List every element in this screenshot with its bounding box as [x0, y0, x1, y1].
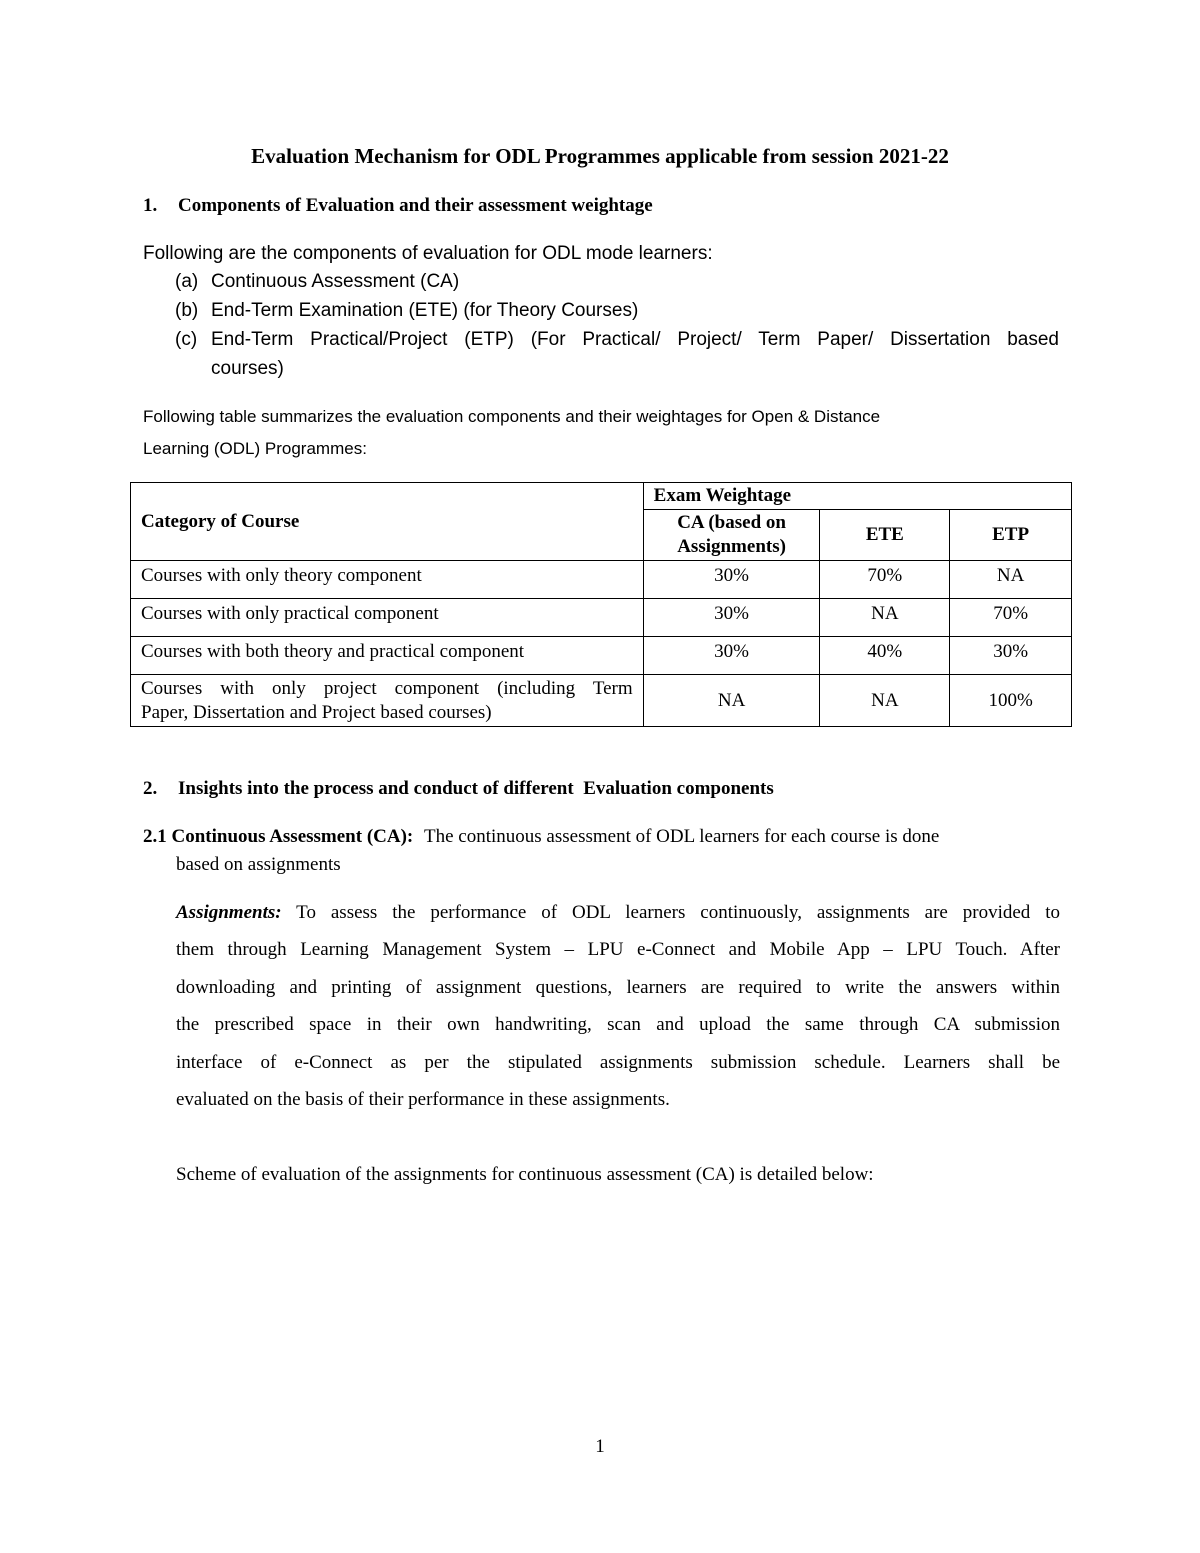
page-number: 1: [595, 1436, 605, 1457]
category-cell: [131, 675, 644, 727]
list-text: End-Term Examination (ETE) (for Theory Courses): [211, 300, 639, 321]
list-text: End-Term Practical/Project (ETP) (For Practical/ Project/ Term Paper/ Dissertation based: [211, 329, 1059, 350]
list-item: [175, 299, 639, 323]
assignments-line-5: interface of e-Connect as per the stipulated assignments submission schedule. Learners shall be: [176, 1052, 1060, 1073]
category-cell-line-2: Paper, Dissertation and Project based courses): [141, 701, 492, 723]
subsection-2-1-heading: Continuous Assessment (CA):: [171, 826, 414, 847]
etp-cell: 70%: [950, 599, 1072, 637]
ca-cell: 30%: [643, 561, 820, 599]
scheme-text: Scheme of evaluation of the assignments for continuous assessment (CA) is detailed below:: [176, 1164, 874, 1185]
section-1-intro: Following are the components of evaluation for ODL mode learners:: [143, 243, 713, 264]
etp-cell: 100%: [950, 675, 1072, 727]
assignments-line-2: them through Learning Management System – LPU e-Connect and Mobile App – LPU Touch. After: [176, 939, 1060, 960]
ete-cell: NA: [820, 675, 950, 727]
evaluation-weightage-table: [130, 482, 1072, 727]
assignments-text: To assess the performance of ODL learners continuously, assignments are provided to: [296, 902, 1060, 923]
category-cell: Courses with only theory component: [131, 561, 644, 599]
document-title: Evaluation Mechanism for ODL Programmes applicable from session 2021-22: [251, 144, 949, 168]
ca-header-line-2: Assignments): [677, 536, 786, 557]
ete-cell: 40%: [820, 637, 950, 675]
assignments-line-6: evaluated on the basis of their performance in these assignments.: [176, 1089, 670, 1110]
ca-cell: 30%: [643, 637, 820, 675]
subsection-2-1-text-continued: based on assignments: [176, 854, 341, 875]
subsection-2-1-number: 2.1: [143, 826, 167, 847]
subsection-2-1-text: The continuous assessment of ODL learners for each course is done: [424, 826, 940, 847]
ca-header: [643, 510, 820, 561]
category-cell-line-1: Courses with only project component (including Term: [141, 677, 633, 699]
section-2-number: 2.: [143, 778, 158, 799]
list-marker: (c): [175, 329, 198, 350]
assignments-line-4: the prescribed space in their own handwriting, scan and upload the same through CA submission: [176, 1014, 1060, 1035]
table-row: [131, 637, 1072, 675]
table-summary-line-1: Following table summarizes the evaluation components and their weightages for Open & Distance: [143, 407, 881, 426]
category-header: Category of Course: [131, 483, 644, 561]
section-2-title: Insights into the process and conduct of different Evaluation components: [178, 778, 774, 799]
assignments-label: Assignments:: [176, 902, 282, 923]
category-cell: Courses with both theory and practical component: [131, 637, 644, 675]
table-header-row: [131, 483, 1072, 510]
assignments-line-1: [176, 901, 1060, 925]
list-text: Continuous Assessment (CA): [211, 271, 460, 292]
ca-header-line-1: CA (based on: [677, 512, 786, 533]
section-1-title: Components of Evaluation and their assessment weightage: [178, 195, 653, 216]
list-marker: (b): [175, 300, 199, 321]
ca-cell: 30%: [643, 599, 820, 637]
ca-cell: NA: [643, 675, 820, 727]
list-item: [175, 270, 460, 294]
exam-weightage-header: Exam Weightage: [643, 483, 1071, 510]
list-marker: (a): [175, 271, 199, 292]
etp-cell: 30%: [950, 637, 1072, 675]
assignments-line-3: downloading and printing of assignment questions, learners are required to write the answers within: [176, 977, 1060, 998]
table-row: [131, 561, 1072, 599]
ete-cell: NA: [820, 599, 950, 637]
category-cell: Courses with only practical component: [131, 599, 644, 637]
list-text-continued: courses): [211, 358, 284, 379]
ete-header: ETE: [820, 510, 950, 561]
ete-cell: 70%: [820, 561, 950, 599]
table-row: [131, 599, 1072, 637]
table-row: [131, 675, 1072, 727]
subsection-2-1-line-1: [143, 825, 1060, 849]
subsection-2-1: [143, 825, 1060, 875]
etp-cell: NA: [950, 561, 1072, 599]
section-1-number: 1.: [143, 195, 158, 216]
etp-header: ETP: [950, 510, 1072, 561]
table-summary-line-2: Learning (ODL) Programmes:: [143, 439, 367, 458]
